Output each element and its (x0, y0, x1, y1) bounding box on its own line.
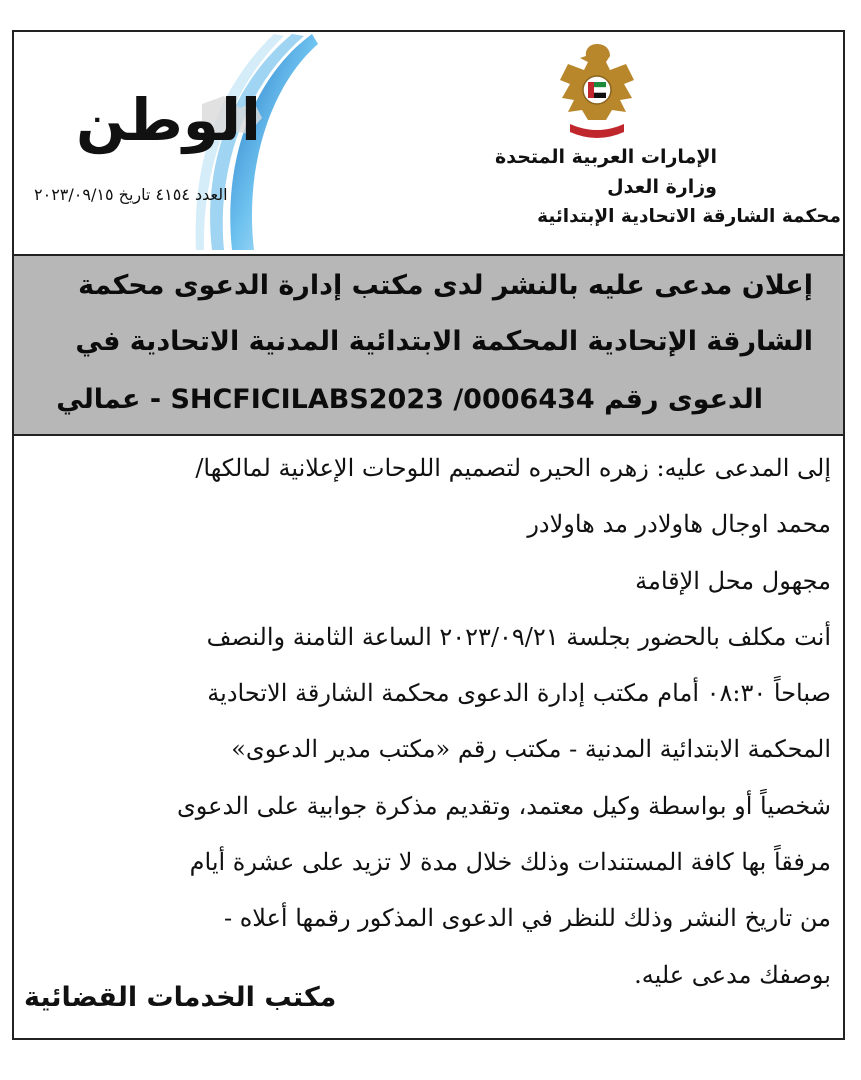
newspaper-logo: الوطن (76, 86, 261, 154)
body-line: إلى المدعى عليه: زهره الحيره لتصميم اللوحات الإعلانية لمالكها/ (195, 454, 831, 482)
header (14, 32, 843, 254)
government-block (495, 142, 841, 232)
announcement-frame (12, 30, 845, 1040)
body-line: مجهول محل الإقامة (635, 566, 831, 595)
title-line-2: الشارقة الإتحادية المحكمة الابتدائية المدنية الاتحادية في (75, 326, 813, 357)
body-line: صباحاً ٠٨:٣٠ أمام مكتب إدارة الدعوى محكمة الشارقة الاتحادية (207, 679, 831, 708)
court-name: محكمة الشارقة الاتحادية الإبتدائية (537, 206, 841, 227)
ministry-name: وزارة العدل (607, 176, 717, 198)
case-number: SHCFICILABS2023 /0006434 (170, 384, 595, 415)
body-line: مرفقاً بها كافة المستندات وذلك خلال مدة لا تزيد على عشرة أيام (189, 848, 831, 877)
announcement-body (26, 440, 831, 1003)
title-line-3-suffix: - عمالي (56, 384, 162, 415)
body-line: بوصفك مدعى عليه. (634, 960, 831, 989)
signature-office: مكتب الخدمات القضائية (24, 982, 337, 1013)
body-line: من تاريخ النشر وذلك للنظر في الدعوى المذكور رقمها أعلاه - (223, 904, 831, 933)
country-name: الإمارات العربية المتحدة (495, 146, 717, 168)
body-line: المحكمة الابتدائية المدنية - مكتب رقم «مكتب مدير الدعوى» (231, 735, 831, 764)
body-line: محمد اوجال هاولادر مد هاولادر (527, 510, 831, 539)
title-line-1: إعلان مدعى عليه بالنشر لدى مكتب إدارة الدعوى محكمة (78, 270, 813, 301)
uae-emblem-icon (558, 40, 636, 142)
issue-line: العدد ٤١٥٤ تاريخ ٢٠٢٣/٠٩/١٥ (34, 185, 228, 204)
title-line-3 (56, 384, 763, 415)
title-band (14, 254, 843, 436)
body-line: أنت مكلف بالحضور بجلسة ٢٠٢٣/٠٩/٢١ الساعة الثامنة والنصف (206, 622, 831, 651)
title-line-3-prefix: الدعوى رقم (604, 384, 763, 415)
body-line: شخصياً أو بواسطة وكيل معتمد، وتقديم مذكرة جوابية على الدعوى (176, 791, 831, 820)
